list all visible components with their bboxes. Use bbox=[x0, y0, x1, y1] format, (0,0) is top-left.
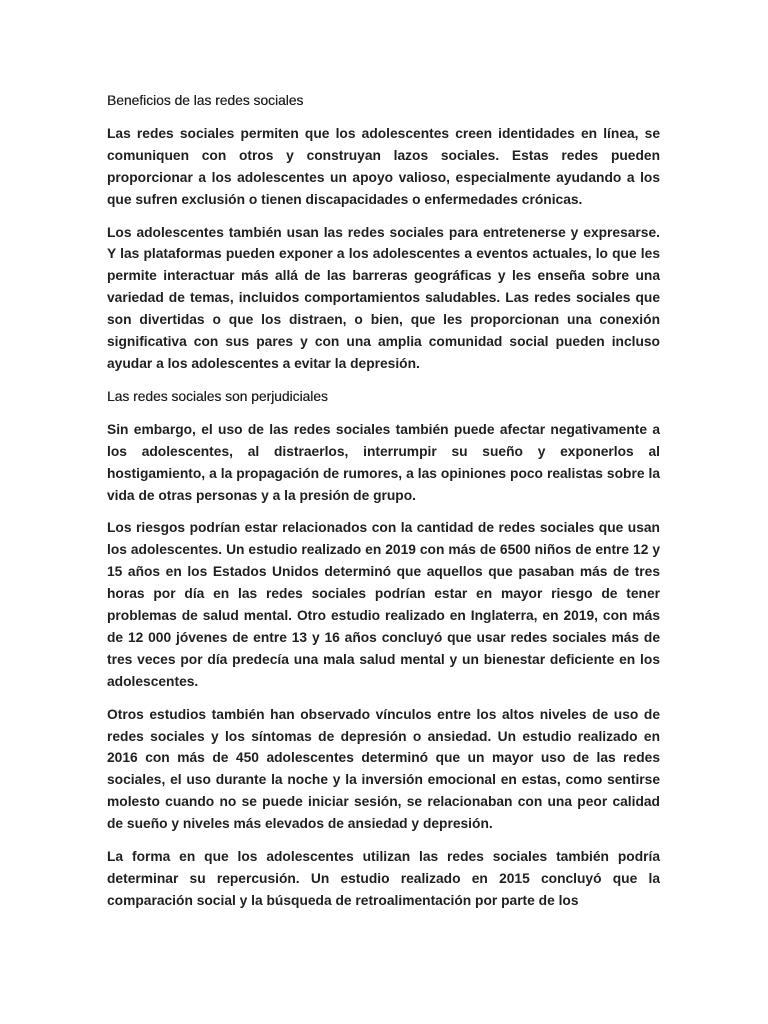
paragraph-2: Los adolescentes también usan las redes sociales para entretenerse y expresarse. Y las plataformas pueden exponer a los adolescentes a eventos actuales, lo que les permite interactuar más allá de las barreras geográficas y les enseña sobre una variedad de temas, incluidos comportamientos saludables. Las redes sociales que son divertidas o que los distraen, o bien, que les proporcionan una conexión significativa con sus pares y con una amplia comunidad social pueden incluso ayudar a los adolescentes a evitar la depresión. bbox=[107, 224, 660, 371]
document-page bbox=[107, 90, 660, 923]
paragraph-5: Otros estudios también han observado vínculos entre los altos niveles de uso de redes sociales y los síntomas de depresión o ansiedad. Un estudio realizado en 2016 con más de 450 adolescentes determinó que un mayor uso de las redes sociales, el uso durante la noche y la inversión emocional en estas, como sentirse molesto cuando no se puede iniciar sesión, se relacionaban con una peor calidad de sueño y niveles más elevados de ansiedad y depresión. bbox=[107, 706, 660, 832]
paragraph-4: Los riesgos podrían estar relacionados con la cantidad de redes sociales que usan los adolescentes. Un estudio realizado en 2019 con más de 6500 niños de entre 12 y 15 años en los Estados Unidos determinó que aquellos que pasaban más de tres horas por día en las redes sociales podrían estar en mayor riesgo de tener problemas de salud mental. Otro estudio realizado en Inglaterra, en 2019, con más de 12 000 jóvenes de entre 13 y 16 años concluyó que usar redes sociales más de tres veces por día predecía una mala salud mental y un bienestar deficiente en los adolescentes. bbox=[107, 520, 660, 689]
paragraph-6: La forma en que los adolescentes utilizan las redes sociales también podría determinar su repercusión. Un estudio realizado en 2015 concluyó que la comparación social y la búsqueda de retroalimentación por parte de los bbox=[107, 849, 660, 908]
section-heading-harm: Las redes sociales son perjudiciales bbox=[107, 388, 328, 404]
section-heading-benefits: Beneficios de las redes sociales bbox=[107, 93, 304, 108]
paragraph-1: Las redes sociales permiten que los adolescentes creen identidades en línea, se comuniquen con otros y construyan lazos sociales. Estas redes pueden proporcionar a los adolescentes un apoyo valioso, especialmente ayudando a los que sufren exclusión o tienen discapacidades o enfermedades crónicas. bbox=[107, 125, 660, 207]
paragraph-3: Sin embargo, el uso de las redes sociales también puede afectar negativamente a los adolescentes, al distraerlos, interrumpir su sueño y exponerlos al hostigamiento, a la propagación de rumores, a las opiniones poco realistas sobre la vida de otras personas y a la presión de grupo. bbox=[107, 421, 660, 503]
